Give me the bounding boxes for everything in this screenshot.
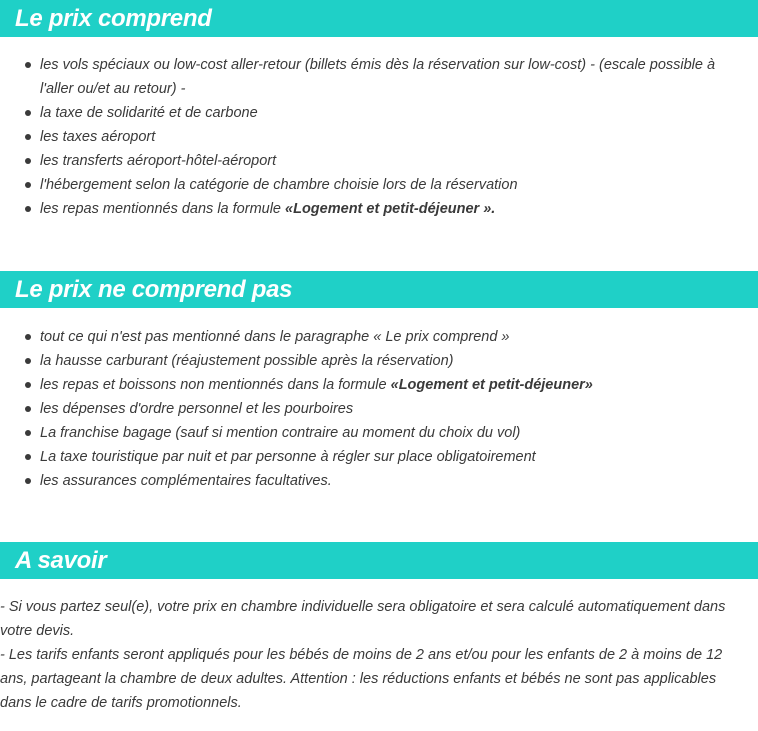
section-title: Le prix ne comprend pas xyxy=(15,276,293,303)
bullet-icon xyxy=(25,62,31,68)
list-item: l'hébergement selon la catégorie de chambre choisie lors de la réservation xyxy=(40,173,758,197)
list-item: les transferts aéroport-hôtel-aéroport xyxy=(40,149,758,173)
excludes-list xyxy=(0,325,758,493)
bullet-icon xyxy=(25,358,31,364)
list-item: les vols spéciaux ou low-cost aller-retour (billets émis dès la réservation sur low-cost) - (escale possible à l'aller ou/et au retour) - xyxy=(40,53,758,101)
bullet-icon xyxy=(25,334,31,340)
section-title: A savoir xyxy=(15,547,107,574)
section-info xyxy=(0,542,758,715)
bullet-icon xyxy=(25,382,31,388)
info-paragraph: - Les tarifs enfants seront appliqués pour les bébés de moins de 2 ans et/ou pour les enfants de 2 à moins de 12 ans, partageant la chambre de deux adultes. Attention : les réductions enfants et bébés ne sont pas applicables dans le cadre de tarifs promotionnels. xyxy=(0,647,723,711)
bullet-icon xyxy=(25,430,31,436)
list-item: tout ce qui n'est pas mentionné dans le paragraphe « Le prix comprend » xyxy=(40,325,758,349)
bullet-icon xyxy=(25,454,31,460)
list-item: les assurances complémentaires facultatives. xyxy=(40,469,758,493)
list-item: les dépenses d'ordre personnel et les pourboires xyxy=(40,397,758,421)
bullet-icon xyxy=(25,478,31,484)
list-item: la taxe de solidarité et de carbone xyxy=(40,101,758,125)
info-paragraph: - Si vous partez seul(e), votre prix en chambre individuelle sera obligatoire et sera calculé automatiquement dans votre devis. xyxy=(0,599,726,639)
section-excludes xyxy=(0,271,758,493)
list-item: les repas et boissons non mentionnés dans la formule «Logement et petit-déjeuner» xyxy=(40,373,758,397)
bullet-icon xyxy=(25,206,31,212)
section-title: Le prix comprend xyxy=(15,5,212,32)
list-item: les repas mentionnés dans la formule «Logement et petit-déjeuner ». xyxy=(40,197,758,221)
bullet-icon xyxy=(25,110,31,116)
list-item: La taxe touristique par nuit et par personne à régler sur place obligatoirement xyxy=(40,445,758,469)
list-item: La franchise bagage (sauf si mention contraire au moment du choix du vol) xyxy=(40,421,758,445)
bullet-icon xyxy=(25,182,31,188)
bullet-icon xyxy=(25,406,31,412)
includes-list xyxy=(0,53,758,221)
section-header xyxy=(0,542,758,579)
section-header xyxy=(0,271,758,308)
list-item: les taxes aéroport xyxy=(40,125,758,149)
section-includes xyxy=(0,0,758,221)
bullet-icon xyxy=(25,158,31,164)
section-header xyxy=(0,0,758,37)
info-text xyxy=(0,595,758,715)
bullet-icon xyxy=(25,134,31,140)
list-item: la hausse carburant (réajustement possible après la réservation) xyxy=(40,349,758,373)
